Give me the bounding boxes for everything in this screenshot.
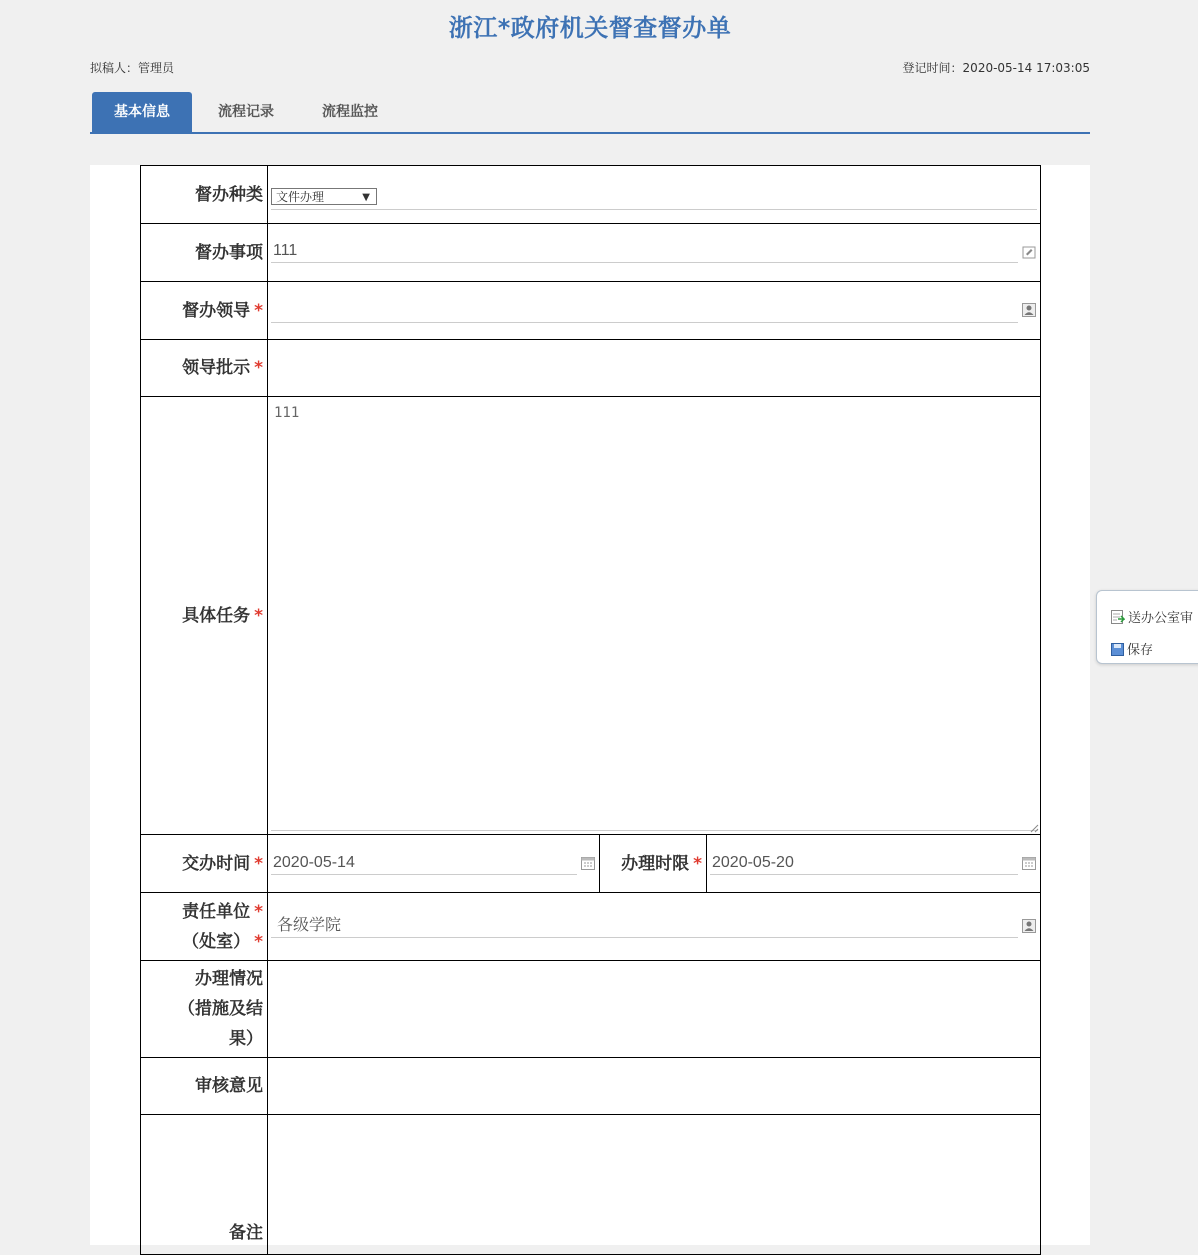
review-field[interactable] <box>268 1058 1041 1115</box>
item-input[interactable]: 111 <box>271 240 1018 263</box>
instruction-field[interactable] <box>268 340 1041 397</box>
side-action-menu <box>1096 590 1198 664</box>
tab-basic-info[interactable]: 基本信息 <box>92 92 192 132</box>
supervision-form <box>140 165 1041 1255</box>
remark-field[interactable] <box>268 1115 1041 1255</box>
assign-date-label: 交办时间 * <box>141 835 268 893</box>
type-select[interactable]: 文件办理 ▼ <box>271 188 377 205</box>
dropdown-arrow-icon: ▼ <box>362 192 370 203</box>
send-office-button[interactable]: 送办公室审 <box>1111 607 1193 626</box>
person-picker-icon[interactable] <box>1022 919 1036 933</box>
handling-field[interactable] <box>268 961 1041 1058</box>
calendar-icon[interactable] <box>581 856 595 870</box>
item-label: 督办事项 <box>141 224 268 282</box>
save-button[interactable]: 保存 <box>1111 639 1153 658</box>
tab-bar <box>90 92 1090 134</box>
deadline-label: 办理时限 * <box>600 835 707 893</box>
drafter-info: 拟稿人：管理员 <box>90 61 175 75</box>
form-panel <box>90 165 1090 1245</box>
register-time: 登记时间：2020-05-14 17:03:05 <box>902 61 1090 75</box>
leader-input[interactable] <box>271 300 1018 323</box>
tab-process-record[interactable]: 流程记录 <box>218 104 274 120</box>
dept-input[interactable]: 各级学院 <box>271 915 1018 938</box>
leader-label: 督办领导 * <box>141 282 268 340</box>
handling-label: 办理情况 （措施及结 果） <box>141 961 268 1058</box>
assign-date-input[interactable]: 2020-05-14 <box>271 852 577 875</box>
dept-label: 责任单位 * （处室） * <box>141 893 268 961</box>
edit-icon[interactable] <box>1022 245 1036 259</box>
type-label: 督办种类 <box>141 166 268 224</box>
save-icon <box>1111 643 1124 656</box>
task-textarea[interactable]: 111 <box>271 400 1038 831</box>
task-label: 具体任务 * <box>141 397 268 835</box>
deadline-input[interactable]: 2020-05-20 <box>710 852 1018 875</box>
tab-process-monitor[interactable]: 流程监控 <box>322 104 378 120</box>
review-label: 审核意见 <box>141 1058 268 1115</box>
person-picker-icon[interactable] <box>1022 303 1036 317</box>
send-icon <box>1111 610 1125 624</box>
resize-handle-icon[interactable] <box>1029 823 1039 833</box>
page-title: 浙江*政府机关督查督办单 <box>448 14 732 42</box>
remark-label: 备注 <box>141 1115 268 1255</box>
instruction-label: 领导批示 * <box>141 340 268 397</box>
calendar-icon[interactable] <box>1022 856 1036 870</box>
